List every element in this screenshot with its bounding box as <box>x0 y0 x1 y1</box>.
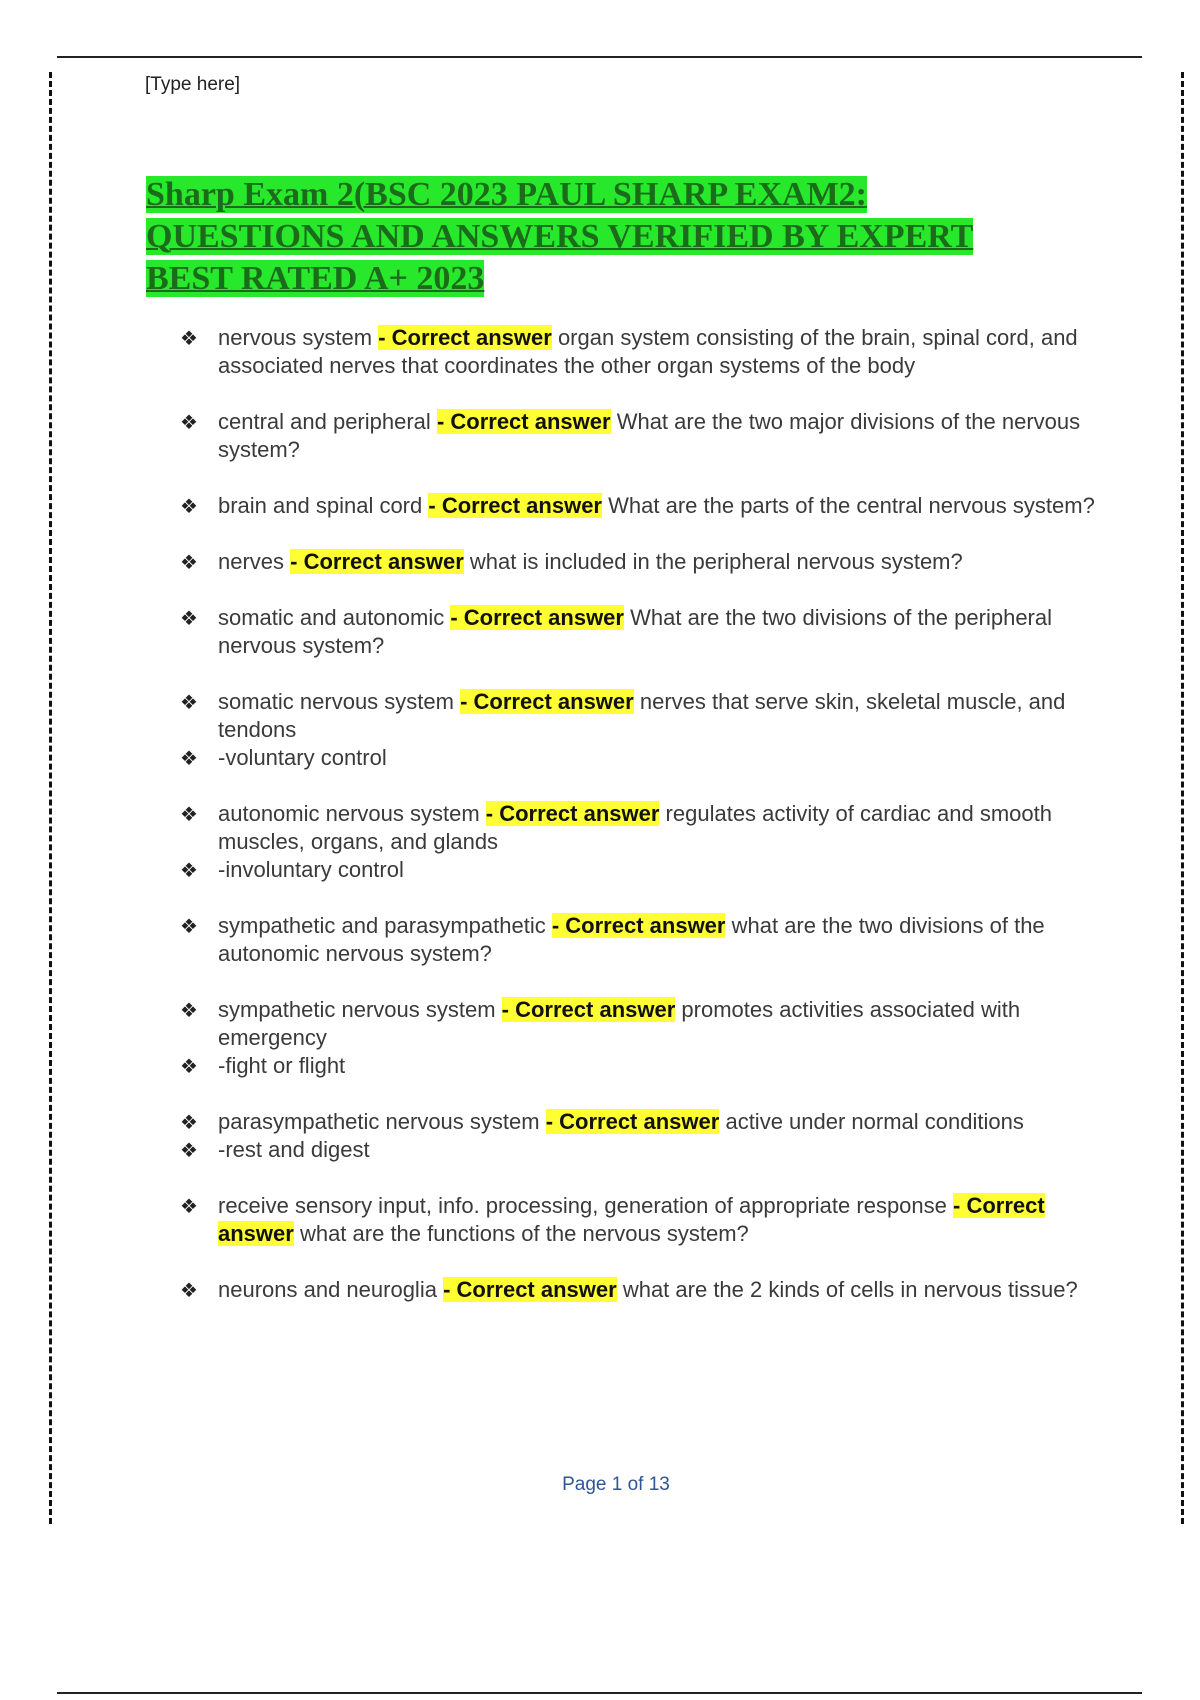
question-text: what are the two divisions of the autonomic nervous system? <box>218 913 1045 966</box>
qa-entry <box>180 996 1100 1052</box>
correct-answer-marker: - Correct answer <box>443 1277 617 1302</box>
answer-term: central and peripheral <box>218 409 431 434</box>
qa-item <box>180 492 1100 520</box>
diamond-bullet-icon: ❖ <box>180 746 198 770</box>
correct-answer-marker: - Correct answer <box>290 549 464 574</box>
qa-list <box>180 324 1100 1332</box>
correct-answer-marker: - Correct answer <box>436 409 611 434</box>
qa-extra-line <box>180 1136 1100 1164</box>
header-placeholder: [Type here] <box>145 74 241 95</box>
diamond-bullet-icon: ❖ <box>180 802 198 826</box>
qa-entry <box>180 912 1100 968</box>
question-text: nerves that serve skin, skeletal muscle, and tendons <box>218 689 1066 742</box>
diamond-bullet-icon: ❖ <box>180 690 198 714</box>
answer-term: receive sensory input, info. processing, generation of appropriate response <box>218 1193 947 1218</box>
answer-term: parasympathetic nervous system <box>218 1109 540 1134</box>
qa-item <box>180 688 1100 772</box>
qa-item <box>180 548 1100 576</box>
question-text: What are the two major divisions of the nervous system? <box>218 409 1081 462</box>
qa-entry <box>180 688 1100 744</box>
qa-item <box>180 604 1100 660</box>
diamond-bullet-icon: ❖ <box>180 410 198 434</box>
diamond-bullet-icon: ❖ <box>180 1054 198 1078</box>
answer-term: somatic and autonomic <box>218 605 445 630</box>
correct-answer-marker: - Correct answer <box>428 493 602 518</box>
correct-answer-marker: - Correct answer <box>450 605 624 630</box>
qa-item <box>180 800 1100 884</box>
diamond-bullet-icon: ❖ <box>180 998 198 1022</box>
answer-term: sympathetic nervous system <box>218 997 496 1022</box>
extra-note: -involuntary control <box>218 857 404 882</box>
question-text: organ system consisting of the brain, spinal cord, and associated nerves that coordinates the other organ systems of the body <box>218 325 1078 378</box>
diamond-bullet-icon: ❖ <box>180 1138 198 1162</box>
correct-answer-marker: - Correct answer <box>501 997 676 1022</box>
diamond-bullet-icon: ❖ <box>180 914 198 938</box>
document-title <box>146 174 1046 300</box>
qa-entry <box>180 492 1100 520</box>
qa-entry <box>180 324 1100 380</box>
extra-note: -rest and digest <box>218 1137 370 1162</box>
answer-term: nerves <box>218 549 285 574</box>
answer-term: neurons and neuroglia <box>218 1277 437 1302</box>
answer-term: somatic nervous system <box>218 689 454 714</box>
qa-entry <box>180 1108 1100 1136</box>
qa-entry <box>180 1276 1100 1304</box>
question-text: what are the 2 kinds of cells in nervous tissue? <box>622 1277 1078 1302</box>
qa-item <box>180 1192 1100 1248</box>
extra-note: -voluntary control <box>218 745 387 770</box>
answer-term: brain and spinal cord <box>218 493 423 518</box>
qa-item <box>180 1108 1100 1164</box>
diamond-bullet-icon: ❖ <box>180 858 198 882</box>
correct-answer-marker: - Correct answer <box>545 1109 720 1134</box>
qa-entry <box>180 604 1100 660</box>
question-text: promotes activities associated with emergency <box>218 997 1021 1050</box>
correct-answer-marker: - Correct answer <box>551 913 726 938</box>
diamond-bullet-icon: ❖ <box>180 326 198 350</box>
diamond-bullet-icon: ❖ <box>180 1110 198 1134</box>
right-dashed-border <box>1181 72 1184 1524</box>
qa-entry <box>180 408 1100 464</box>
qa-extra-line <box>180 744 1100 772</box>
correct-answer-marker: - Correct answer <box>218 1193 1045 1246</box>
question-text: what is included in the peripheral nervous system? <box>469 549 963 574</box>
qa-entry <box>180 1192 1100 1248</box>
answer-term: autonomic nervous system <box>218 801 480 826</box>
question-text: regulates activity of cardiac and smooth muscles, organs, and glands <box>218 801 1052 854</box>
title-line-1: Sharp Exam 2(BSC 2023 PAUL SHARP EXAM2: <box>146 176 867 213</box>
answer-term: sympathetic and parasympathetic <box>218 913 546 938</box>
question-text: what are the functions of the nervous system? <box>299 1221 749 1246</box>
question-text: What are the parts of the central nervous system? <box>608 493 1095 518</box>
diamond-bullet-icon: ❖ <box>180 494 198 518</box>
diamond-bullet-icon: ❖ <box>180 1278 198 1302</box>
diamond-bullet-icon: ❖ <box>180 1194 198 1218</box>
question-text: What are the two divisions of the peripheral nervous system? <box>218 605 1052 658</box>
qa-item <box>180 1276 1100 1304</box>
correct-answer-marker: - Correct answer <box>460 689 634 714</box>
top-rule <box>57 56 1142 58</box>
qa-extra-line <box>180 856 1100 884</box>
correct-answer-marker: - Correct answer <box>378 325 552 350</box>
qa-item <box>180 912 1100 968</box>
answer-term: nervous system <box>218 325 373 350</box>
diamond-bullet-icon: ❖ <box>180 550 198 574</box>
qa-entry <box>180 800 1100 856</box>
extra-note: -fight or flight <box>218 1053 346 1078</box>
qa-item <box>180 408 1100 464</box>
qa-item <box>180 996 1100 1080</box>
left-dashed-border <box>49 72 52 1524</box>
correct-answer-marker: - Correct answer <box>485 801 660 826</box>
qa-entry <box>180 548 1100 576</box>
qa-extra-line <box>180 1052 1100 1080</box>
title-line-2: QUESTIONS AND ANSWERS VERIFIED BY EXPERT <box>146 218 974 255</box>
diamond-bullet-icon: ❖ <box>180 606 198 630</box>
title-line-3: BEST RATED A+ 2023 <box>146 260 485 297</box>
qa-item <box>180 324 1100 380</box>
bottom-rule <box>57 1692 1142 1694</box>
page-number: Page 1 of 13 <box>562 1474 670 1495</box>
question-text: active under normal conditions <box>725 1109 1024 1134</box>
